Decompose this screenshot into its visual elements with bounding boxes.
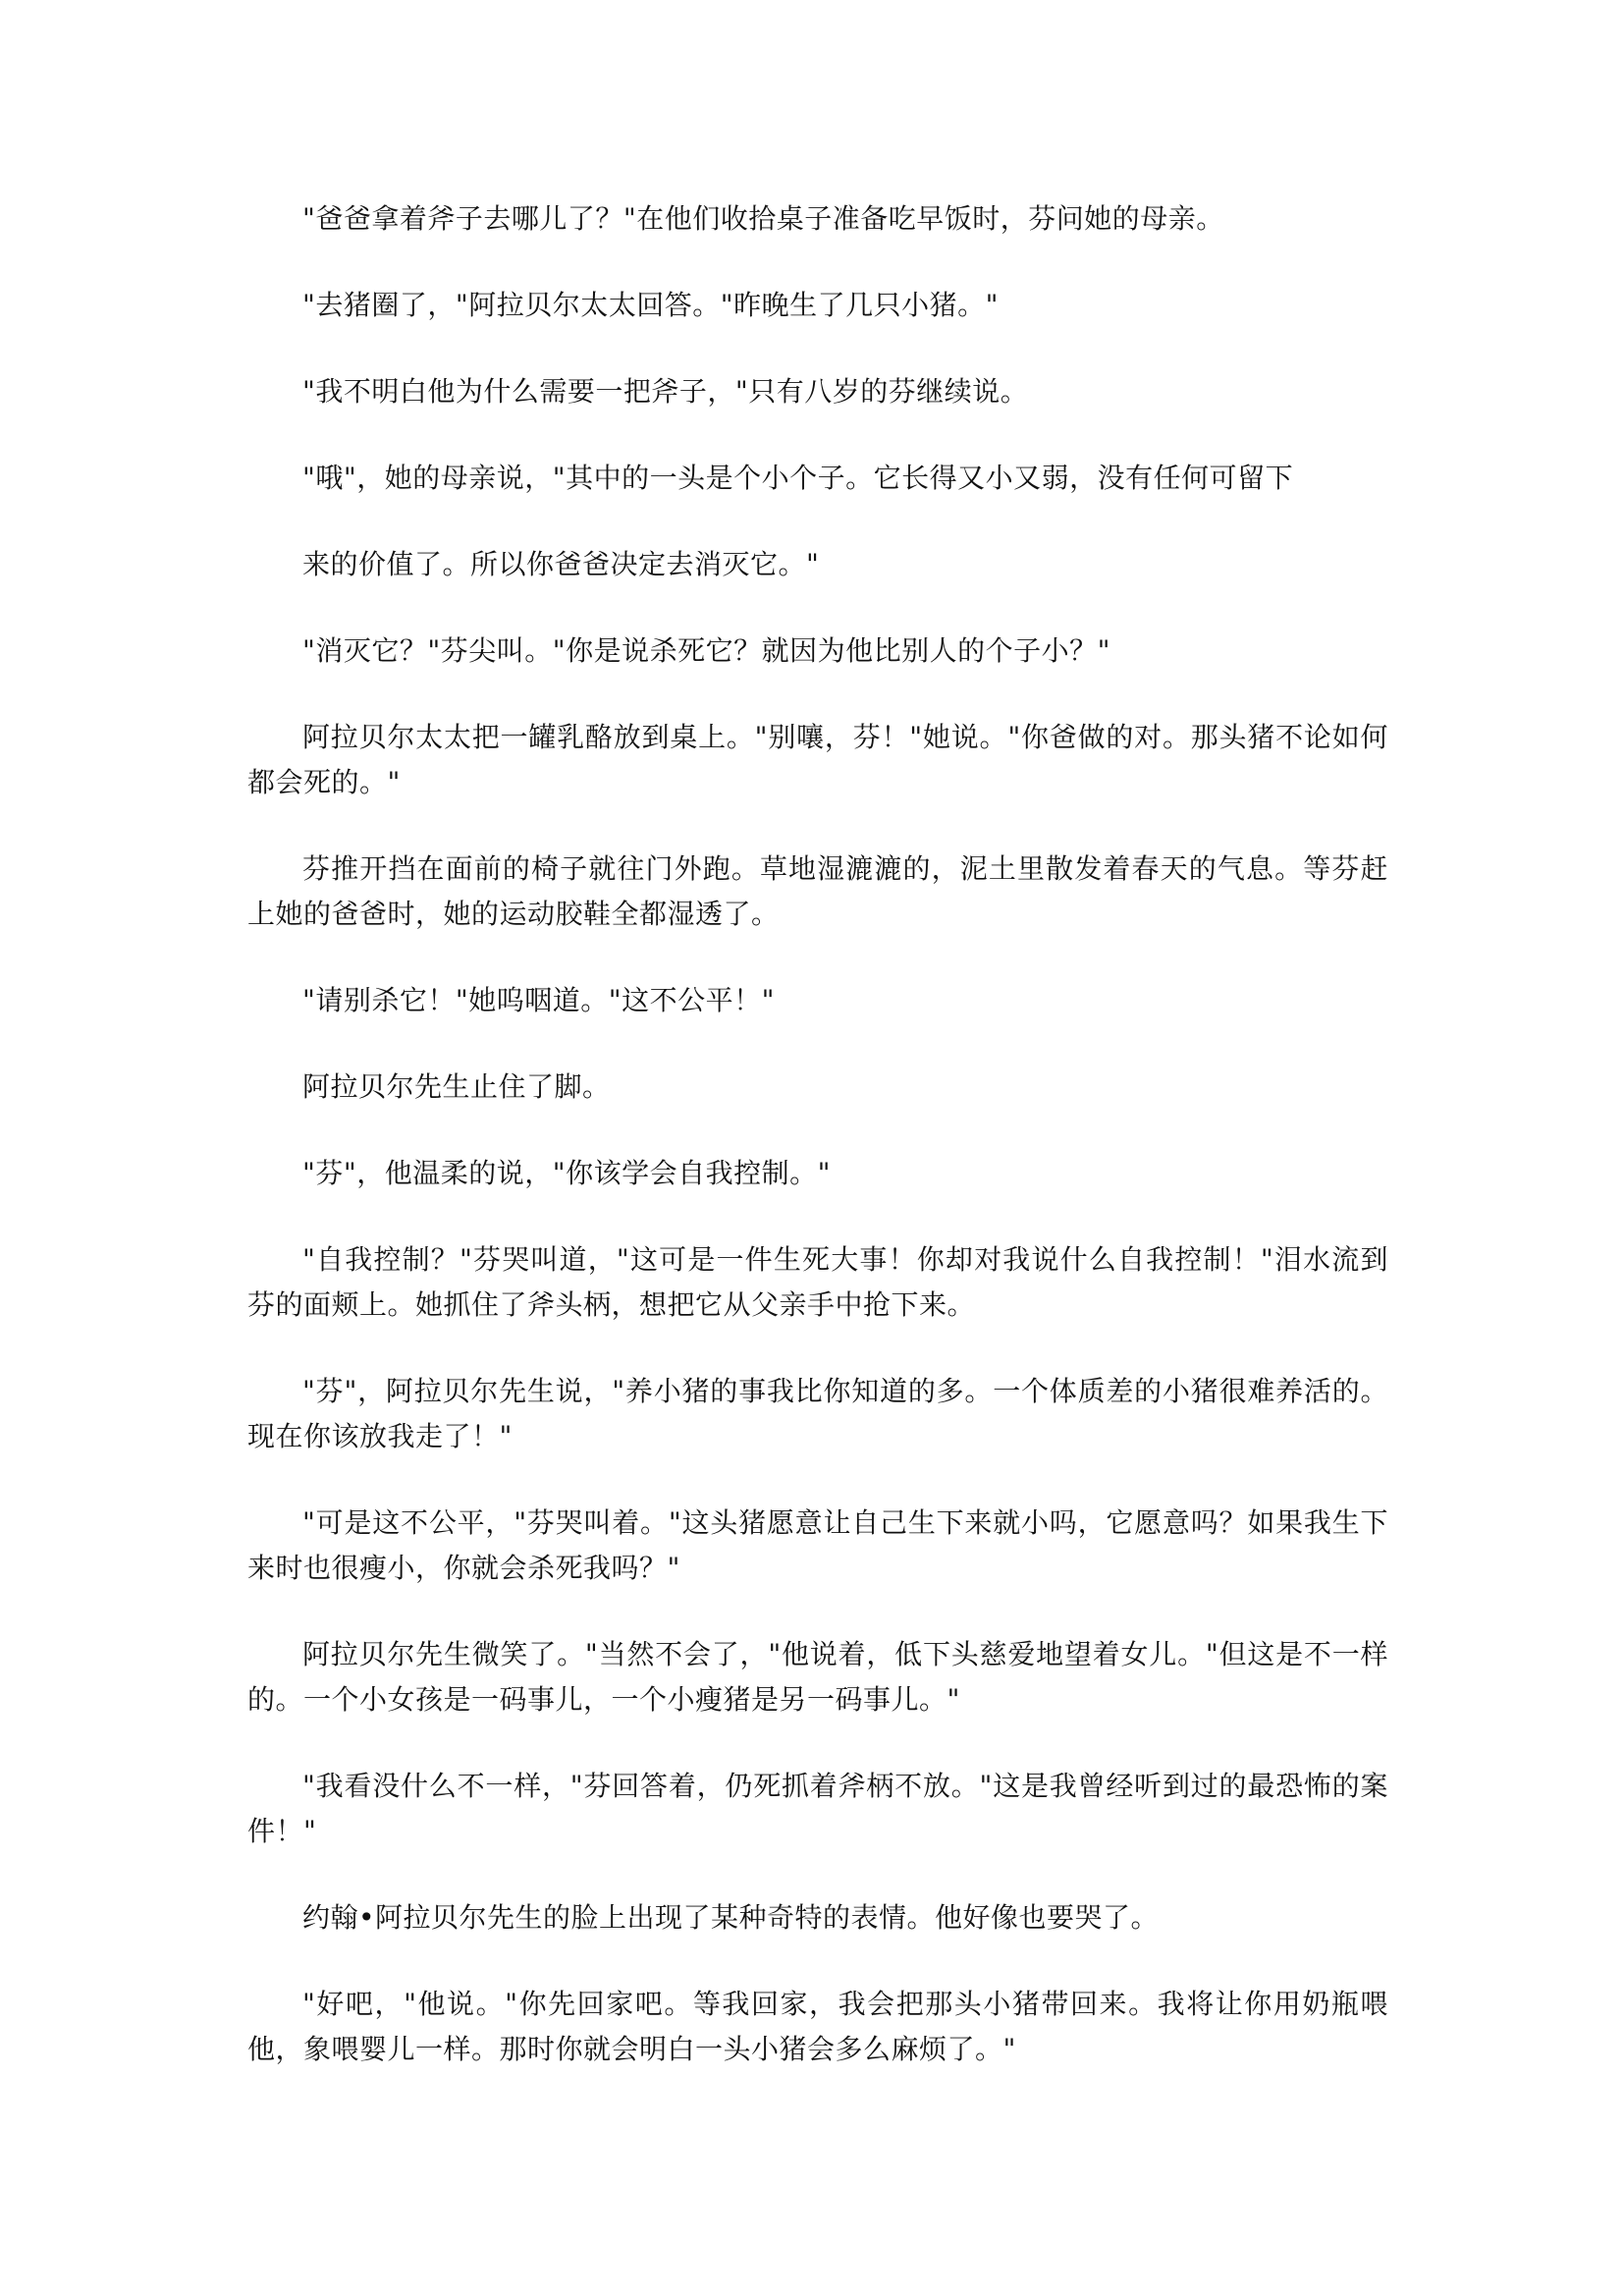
paragraph: "我不明白他为什么需要一把斧子，"只有八岁的芬继续说。: [302, 375, 1029, 408]
story-text: [247, 196, 1388, 2113]
paragraph: 芬推开挡在面前的椅子就往门外跑。草地湿漉漉的，泥土里散发着春天的气息。等芬赶上她的爸爸时，她的运动胶鞋全都湿透了。: [247, 852, 1388, 930]
paragraph: "好吧，"他说。"你先回家吧。等我回家，我会把那头小猪带回来。我将让你用奶瓶喂他，象喂婴儿一样。那时你就会明白一头小猪会多么麻烦了。": [247, 1988, 1388, 2065]
paragraph: 阿拉贝尔太太把一罐乳酪放到桌上。"别嚷，芬！"她说。"你爸做的对。那头猪不论如何都会死的。": [247, 721, 1388, 798]
paragraph: 阿拉贝尔先生止住了脚。: [302, 1070, 611, 1103]
paragraph: "去猪圈了，"阿拉贝尔太太回答。"昨晚生了几只小猪。": [302, 289, 1000, 321]
paragraph: 来的价值了。所以你爸爸决定去消灭它。": [302, 548, 820, 580]
paragraph: "自我控制？"芬哭叫道，"这可是一件生死大事！你却对我说什么自我控制！"泪水流到芬的面颊上。她抓住了斧头柄，想把它从父亲手中抢下来。: [247, 1243, 1388, 1321]
paragraph: "可是这不公平，"芬哭叫着。"这头猪愿意让自己生下来就小吗，它愿意吗？如果我生下来时也很瘦小，你就会杀死我吗？": [247, 1506, 1388, 1584]
paragraph: "爸爸拿着斧子去哪儿了？"在他们收拾桌子准备吃早饭时，芬问她的母亲。: [302, 202, 1224, 235]
paragraph: "消灭它？"芬尖叫。"你是说杀死它？就因为他比别人的个子小？": [302, 634, 1111, 667]
paragraph: "我看没什么不一样，"芬回答着，仍死抓着斧柄不放。"这是我曾经听到过的最恐怖的案件！": [247, 1770, 1388, 1847]
paragraph: "哦"，她的母亲说，"其中的一头是个小个子。它长得又小又弱，没有任何可留下: [302, 462, 1294, 494]
paragraph: 约翰•阿拉贝尔先生的脸上出现了某种奇特的表情。他好像也要哭了。: [302, 1901, 1160, 1934]
paragraph: "芬"，他温柔的说，"你该学会自我控制。": [302, 1157, 832, 1189]
paragraph: 阿拉贝尔先生微笑了。"当然不会了，"他说着，低下头慈爱地望着女儿。"但这是不一样的。一个小女孩是一码事儿，一个小瘦猪是另一码事儿。": [247, 1638, 1388, 1716]
paragraph: "请别杀它！"她呜咽道。"这不公平！": [302, 984, 776, 1016]
paragraph: "芬"，阿拉贝尔先生说，"养小猪的事我比你知道的多。一个体质差的小猪很难养活的。现在你该放我走了！": [247, 1375, 1388, 1452]
